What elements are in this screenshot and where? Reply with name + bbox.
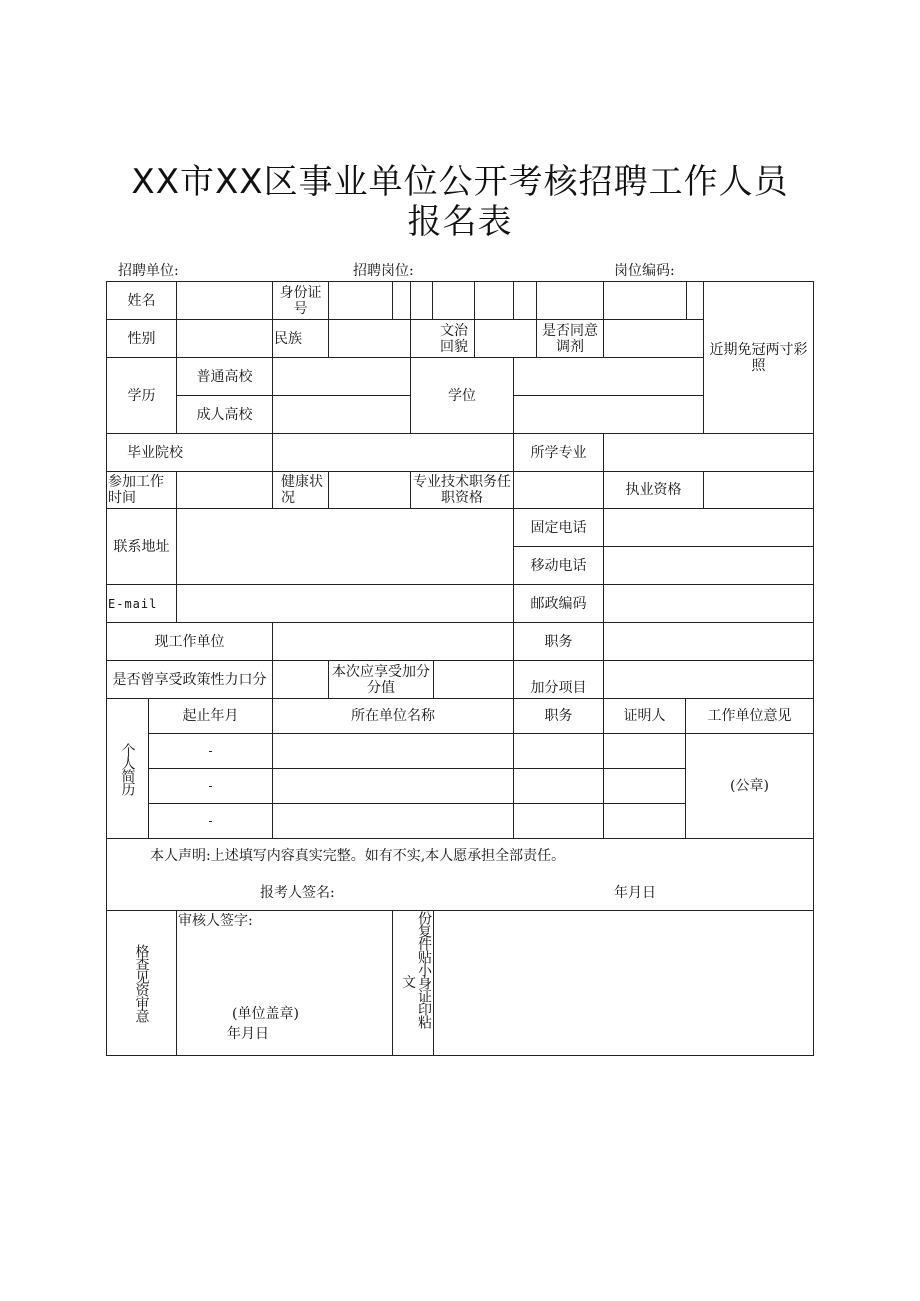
adjust-label: 是否同意调剂	[536, 319, 604, 358]
id-digit-cell[interactable]	[513, 281, 537, 320]
id-digit-cell[interactable]	[536, 281, 604, 320]
form-title-line2: 报名表	[407, 202, 513, 242]
name-field[interactable]	[176, 281, 273, 320]
political-status-label: 文治回貌	[410, 319, 475, 358]
resume-witness-field[interactable]	[603, 803, 686, 839]
postcode-label: 邮政编码	[513, 584, 604, 623]
school-label: 毕业院校	[106, 433, 273, 472]
resume-period-field[interactable]: -	[148, 733, 273, 769]
degree-field-2[interactable]	[513, 395, 704, 434]
health-field[interactable]	[328, 471, 411, 509]
id-digit-cell[interactable]	[474, 281, 514, 320]
unit-opinion-seal-box[interactable]: (公章)	[685, 733, 814, 839]
id-digit-cell[interactable]	[328, 281, 393, 320]
ethnicity-field[interactable]	[328, 319, 411, 358]
resume-position-field[interactable]	[513, 733, 604, 769]
adjust-field[interactable]	[603, 319, 704, 358]
work-start-field[interactable]	[176, 471, 273, 509]
resume-witness-field[interactable]	[603, 768, 686, 804]
resume-unit-field[interactable]	[272, 733, 514, 769]
fulltime-edu-field[interactable]	[272, 357, 411, 396]
bonus-value-field[interactable]	[433, 660, 514, 699]
id-digit-cell[interactable]	[686, 281, 704, 320]
declaration-text: 本人声明:上述填写内容真实完整。如有不实,本人愿承担全部责任。	[150, 848, 566, 864]
degree-field-1[interactable]	[513, 357, 704, 396]
id-digit-cell[interactable]	[432, 281, 475, 320]
mobile-label: 移动电话	[513, 546, 604, 585]
declaration-date-label: 年月日	[614, 885, 656, 901]
degree-label: 学位	[410, 357, 514, 434]
resume-period-field[interactable]: -	[148, 803, 273, 839]
mobile-field[interactable]	[603, 546, 814, 585]
adult-edu-label: 成人高校	[176, 395, 273, 434]
recruit-post-label: 招聘岗位:	[353, 263, 414, 279]
id-copy-paste-area[interactable]	[433, 910, 814, 1056]
ethnicity-label: 民族	[272, 319, 329, 358]
post-code-label: 岗位编码:	[614, 263, 675, 279]
health-label: 健康状况	[272, 471, 329, 509]
id-copy-label-a: 文	[402, 975, 416, 991]
email-field[interactable]	[176, 584, 514, 623]
title-qual-field[interactable]	[513, 471, 604, 509]
id-copy-label-b: 份复件贴小身证印粘	[416, 911, 432, 1028]
unit-opinion-header: 工作单位意见	[685, 698, 814, 734]
political-status-field[interactable]	[474, 319, 537, 358]
practice-label: 执业资格	[603, 471, 704, 509]
id-number-label: 身份证号	[272, 281, 329, 320]
postcode-field[interactable]	[603, 584, 814, 623]
resume-period-header: 起止年月	[148, 698, 273, 734]
position-field[interactable]	[603, 622, 814, 661]
bonus-value-label: 本次应享受加分分值	[328, 660, 434, 699]
email-label: E-mail	[106, 584, 177, 623]
landline-field[interactable]	[603, 508, 814, 547]
name-label: 姓名	[106, 281, 177, 320]
gender-field[interactable]	[176, 319, 273, 358]
form-title-line1: XX市XX区事业单位公开考核招聘工作人员	[131, 162, 789, 202]
resume-unit-field[interactable]	[272, 803, 514, 839]
resume-unit-header: 所在单位名称	[272, 698, 514, 734]
review-box[interactable]	[176, 910, 393, 1056]
major-field[interactable]	[603, 433, 814, 472]
gender-label: 性别	[106, 319, 177, 358]
adult-edu-field[interactable]	[272, 395, 411, 434]
resume-unit-field[interactable]	[272, 768, 514, 804]
policy-bonus-field[interactable]	[272, 660, 329, 699]
id-digit-cell[interactable]	[392, 281, 411, 320]
bonus-item-label: 加分项目	[513, 660, 604, 699]
reviewer-signature-label: 审核人签字:	[178, 913, 253, 929]
position-label: 职务	[513, 622, 604, 661]
address-field[interactable]	[176, 508, 514, 585]
resume-position-field[interactable]	[513, 803, 604, 839]
employer-field[interactable]	[272, 622, 514, 661]
school-field[interactable]	[272, 433, 514, 472]
resume-label: 个人简历	[106, 698, 149, 839]
landline-label: 固定电话	[513, 508, 604, 547]
photo-box[interactable]: 近期免冠两寸彩照	[703, 281, 814, 434]
address-label: 联系地址	[106, 508, 177, 585]
recruit-unit-label: 招聘单位:	[118, 263, 179, 279]
review-date-label: 年月日	[227, 1026, 269, 1042]
education-label: 学历	[106, 357, 177, 434]
practice-field[interactable]	[703, 471, 814, 509]
resume-position-field[interactable]	[513, 768, 604, 804]
title-qual-label: 专业技术职务任职资格	[410, 471, 514, 509]
review-opinion-label: 格查见资审意	[106, 910, 177, 1056]
fulltime-edu-label: 普通高校	[176, 357, 273, 396]
review-unit-seal-label: (单位盖章)	[232, 1006, 299, 1022]
resume-witness-field[interactable]	[603, 733, 686, 769]
bonus-item-field[interactable]	[603, 660, 814, 699]
major-label: 所学专业	[513, 433, 604, 472]
resume-witness-header: 证明人	[603, 698, 686, 734]
employer-label: 现工作单位	[106, 622, 273, 661]
id-digit-cell[interactable]	[603, 281, 687, 320]
id-digit-cell[interactable]	[410, 281, 433, 320]
applicant-signature-label: 报考人签名:	[260, 885, 335, 901]
resume-period-field[interactable]: -	[148, 768, 273, 804]
work-start-label: 参加工作时间	[106, 471, 177, 509]
resume-position-header: 职务	[513, 698, 604, 734]
policy-bonus-label: 是否曾享受政策性力口分	[106, 660, 273, 699]
